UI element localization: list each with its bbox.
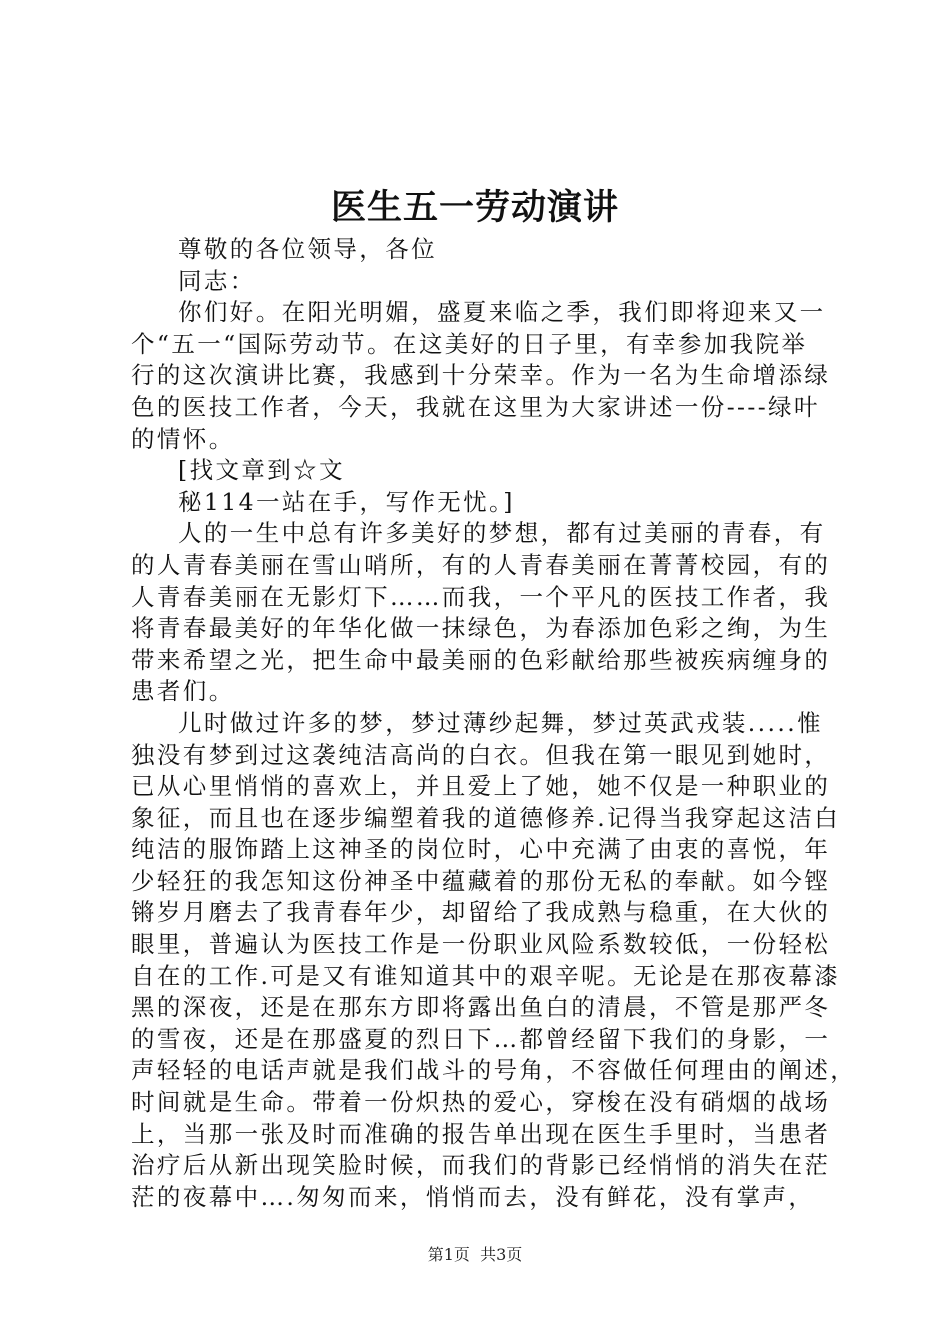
text-line: 个“五一“国际劳动节。在这美好的日子里，有幸参加我院举 — [131, 329, 808, 358]
text-line: 行的这次演讲比赛，我感到十分荣幸。作为一名为生命增添绿 — [131, 361, 831, 390]
text-line: 声轻轻的电话声就是我们战斗的号角，不容做任何理由的阐述， — [131, 1056, 857, 1085]
paragraph — [131, 708, 857, 1214]
text-line: 人青春美丽在无影灯下……而我，一个平凡的医技工作者，我 — [131, 582, 831, 611]
text-line: 的人青春美丽在雪山哨所，有的人青春美丽在菁菁校园，有的 — [131, 550, 831, 579]
paragraph — [131, 455, 831, 487]
text-line: 同志： — [178, 266, 256, 295]
text-line: 独没有梦到过这袭纯洁高尚的白衣。但我在第一眼见到她时， — [131, 740, 831, 769]
text-line: 秘114一站在手，写作无忧。] — [178, 487, 515, 516]
text-line: 黑的深夜，还是在那东方即将露出鱼白的清晨，不管是那严冬 — [131, 993, 831, 1022]
text-line: 时间就是生命。带着一份炽热的爱心，穿梭在没有硝烟的战场 — [131, 1088, 831, 1117]
paragraph — [131, 234, 831, 266]
paragraph — [131, 266, 831, 298]
text-line: 治疗后从新出现笑脸时候，而我们的背影已经悄悄的消失在茫 — [131, 1151, 831, 1180]
page-number-label: 第1页 共3页 — [427, 1245, 523, 1264]
text-line: 象征，而且也在逐步编塑着我的道德修养.记得当我穿起这洁白 — [131, 803, 841, 832]
text-line: 色的医技工作者，今天，我就在这里为大家讲述一份----绿叶 — [131, 392, 820, 421]
paragraph — [131, 487, 831, 519]
text-line: 患者们。 — [131, 677, 235, 706]
document-body — [131, 234, 857, 1213]
paragraph — [131, 297, 831, 455]
page-footer — [0, 1244, 950, 1266]
text-line: 儿时做过许多的梦，梦过薄纱起舞，梦过英武戎装.....惟 — [178, 708, 824, 737]
text-line: 上，当那一张及时而准确的报告单出现在医生手里时，当患者 — [131, 1119, 831, 1148]
text-line: 你们好。在阳光明媚，盛夏来临之季，我们即将迎来又一 — [178, 298, 826, 327]
text-line: 将青春最美好的年华化做一抹绿色，为春添加色彩之绚，为生 — [131, 614, 831, 643]
text-line: 的情怀。 — [131, 424, 235, 453]
text-line: 纯洁的服饰踏上这神圣的岗位时，心中充满了由衷的喜悦，年 — [131, 835, 831, 864]
paragraph — [131, 518, 831, 708]
text-line: 尊敬的各位领导，各位 — [178, 235, 437, 263]
text-line: [找文章到☆文 — [178, 456, 345, 485]
text-line: 少轻狂的我怎知这份神圣中蕴藏着的那份无私的奉献。如今铿 — [131, 866, 831, 895]
text-line: 带来希望之光，把生命中最美丽的色彩献给那些被疾病缠身的 — [131, 645, 831, 674]
text-line: 自在的工作.可是又有谁知道其中的艰辛呢。无论是在那夜幕漆 — [131, 961, 841, 990]
text-line: 人的一生中总有许多美好的梦想，都有过美丽的青春，有 — [178, 519, 826, 548]
text-line: 眼里，普遍认为医技工作是一份职业风险系数较低，一份轻松 — [131, 930, 831, 959]
document-title: 医生五一劳动演讲 — [330, 187, 619, 228]
text-line: 锵岁月磨去了我青春年少，却留给了我成熟与稳重，在大伙的 — [131, 898, 831, 927]
text-line: 已从心里悄悄的喜欢上，并且爱上了她，她不仅是一种职业的 — [131, 772, 831, 801]
text-line: 茫的夜幕中….匆匆而来，悄悄而去，没有鲜花，没有掌声， — [131, 1182, 815, 1211]
text-line: 的雪夜，还是在那盛夏的烈日下…都曾经留下我们的身影，一 — [131, 1024, 831, 1053]
